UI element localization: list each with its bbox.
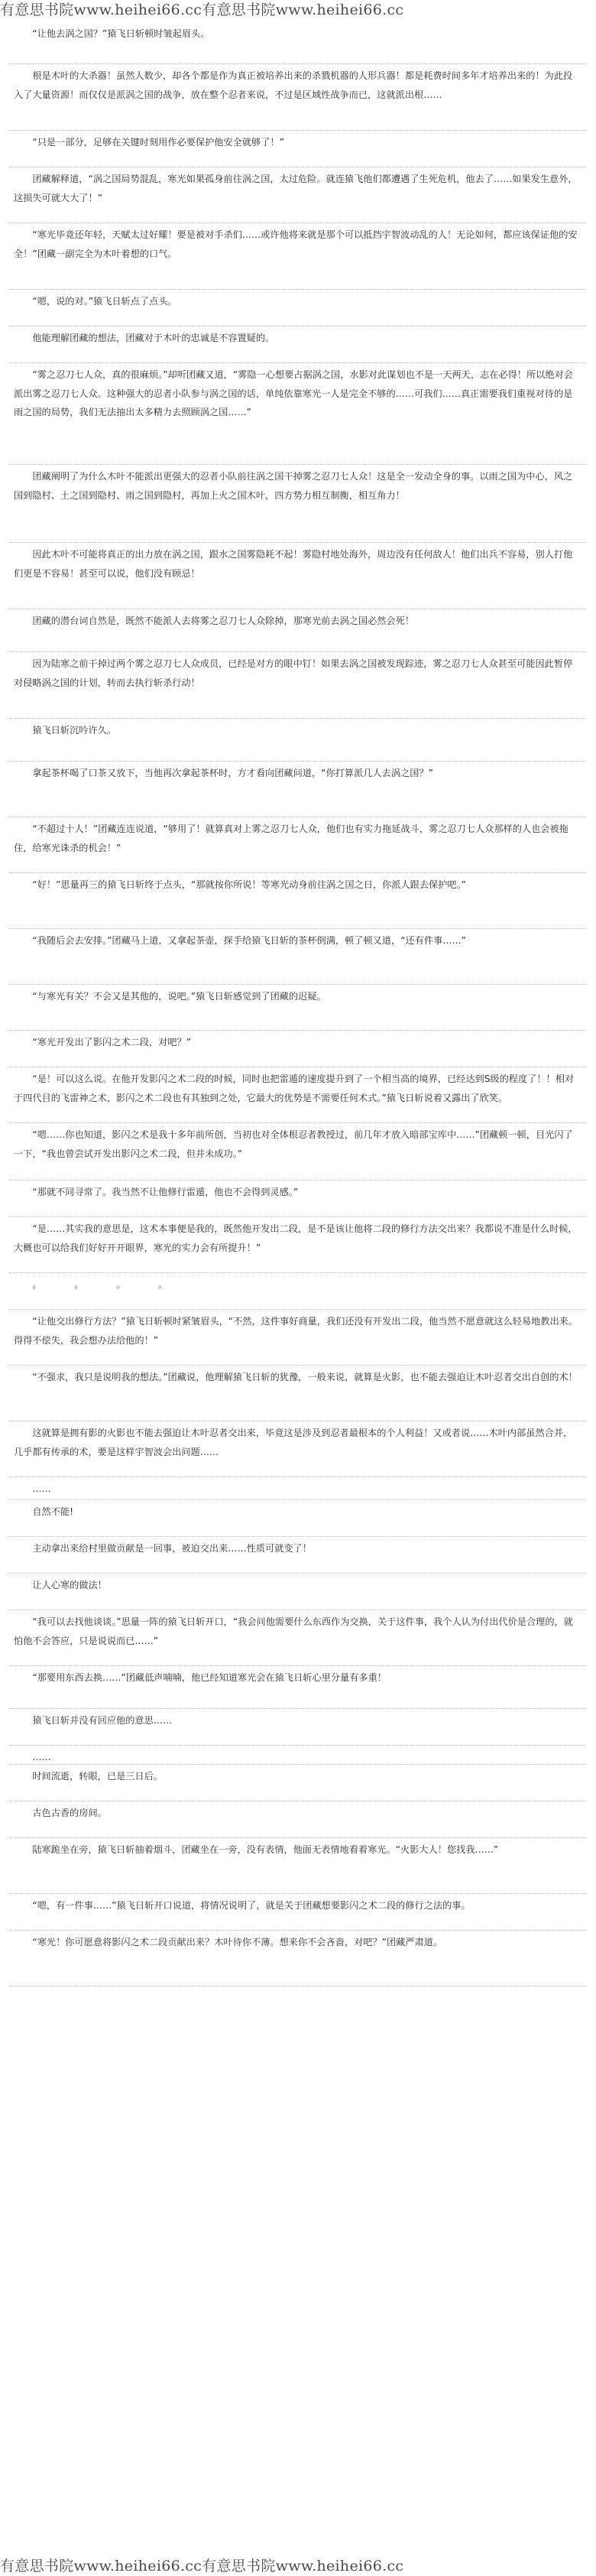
paragraph-text: “嗯，说的对。”猿飞日斩点了点头。 <box>14 296 177 307</box>
paragraph <box>0 226 596 292</box>
paragraph-divider <box>9 1764 587 1765</box>
paragraph <box>0 931 596 987</box>
paragraph-divider <box>9 1180 587 1181</box>
paragraph-text: “与寒光有关？不会又是其他的，说吧。”猿飞日斩感觉到了团藏的迟疑。 <box>14 991 326 1002</box>
paragraph-divider <box>9 1272 587 1273</box>
paragraph-text: “雾之忍刀七人众，真的很麻烦。”却听团藏又道，“雾隐一心想要占据涡之国，水影对此谋划也不是一天两天，志在必得！所以绝对会派出雾之忍刀七人众。这种强大的忍者小队参与涡之国的话，单纯依靠寒光一人是完全不够的……可我们……真正需要我们重视对待的是雨之国的局势，我们无法抽出太多精力去照顾涡之国……” <box>14 369 573 417</box>
paragraph-text: 。 。 。 。 <box>14 1279 168 1290</box>
paragraph-divider <box>9 1476 587 1477</box>
paragraph <box>0 1840 596 1896</box>
paragraph-text: 古色古香的房间。 <box>14 1808 107 1818</box>
paragraph <box>0 1502 596 1539</box>
paragraph-divider <box>9 464 587 465</box>
paragraph <box>0 1613 596 1668</box>
paragraph-text: “让他去涡之国？”猿飞日斩顿时皱起眉头。 <box>14 28 210 39</box>
paragraph <box>0 1033 596 1070</box>
paragraph <box>0 1126 596 1183</box>
paragraph-text: 猿飞日斩并没有回应他的意思…… <box>14 1715 173 1726</box>
paragraph-divider <box>9 1745 587 1746</box>
paragraph <box>0 292 596 329</box>
paragraph-divider <box>9 63 587 64</box>
paragraph-text: “只是一部分，足够在关键时刻用作必要保护他安全就够了！” <box>14 137 284 148</box>
paragraph-divider <box>9 1930 587 1931</box>
paragraph-divider <box>9 1536 587 1537</box>
paragraph <box>0 1312 596 1368</box>
paragraph <box>0 1711 596 1748</box>
paragraph <box>0 1183 596 1220</box>
paragraph-divider <box>9 289 587 290</box>
paragraph-divider <box>9 1309 587 1310</box>
paragraph-text: 团藏的潜台词自然是，既然不能派人去将雾之忍刀七人众除掉，那寒光前去涡之国必然会死！ <box>14 616 415 626</box>
paragraph-divider <box>9 542 587 543</box>
paragraph-text: 这就算是拥有影的火影也不能去强迫让木叶忍者交出来，毕竟这是涉及到忍者最根本的个人利益！又或者说……木叶内部虽然合并，几乎都有传承的术，要是这样宇智波会出问题…… <box>14 1428 573 1457</box>
paragraph <box>0 1539 596 1576</box>
paragraph-divider <box>9 130 587 131</box>
paragraph <box>0 1220 596 1275</box>
paragraph-text: “不超过十人！”团藏连连说道，“够用了！就算真对上雾之忍刀七人众，他们也有实力拖延战斗，雾之忍刀七人众那样的人也会被拖住，给寒光诛杀的机会！” <box>14 823 568 853</box>
paragraph-divider <box>9 718 587 719</box>
paragraph <box>0 820 596 875</box>
paragraph-divider <box>9 984 587 985</box>
paragraph-divider <box>9 1837 587 1838</box>
paragraph-text: “寒光！你可愿意将影闪之术二段贡献出来？木叶待你不薄。想来你不会吝啬，对吧？”团藏严肃道。 <box>14 1937 443 1947</box>
paragraph-text: “我可以去找他谈谈。”思量一阵的猿飞日斩开口，“我会问他需要什么东西作为交换，关于这件事，我个人认为付出代价是合理的，就怕他不会答应，只是说说而已……” <box>14 1616 573 1646</box>
paragraph-text: “那要用东西去换……”团藏低声喃喃，他已经知道寒光会在猿飞日斩心里分量有多重！ <box>14 1672 387 1683</box>
paragraph <box>0 612 596 655</box>
paragraph-text: “好！”思量再三的猿飞日斩终于点头，“那就按你所说！等寒光动身前往涡之国之日，你派人跟去保护吧。” <box>14 879 466 890</box>
paragraph <box>0 24 596 67</box>
paragraph-text: …… <box>14 1752 51 1762</box>
paragraph-text: 猿飞日斩沉吟许久。 <box>14 725 117 736</box>
paragraph-text: 主动拿出来给村里做贡献是一回事，被迫交出来……性质可就变了！ <box>14 1543 312 1554</box>
paragraph-divider <box>9 1122 587 1123</box>
paragraph-text: 团藏阐明了为什么木叶不能派出更强大的忍者小队前往涡之国干掉雾之忍刀七人众！这是全一发动全身的事。以雨之国为中心，风之国到隐村、土之国到隐村、雨之国到隐村，再加上火之国木叶，四方势力相互制衡，相互角力！ <box>14 471 573 501</box>
paragraph <box>0 655 596 721</box>
paragraph-text: 陆寒跪坐在旁，猿飞日斩抽着烟斗，团藏坐在一旁，没有表情，他面无表情地看着寒光。“火影大人！您找我……” <box>14 1844 499 1855</box>
paragraph <box>0 1424 596 1480</box>
paragraph-text: 团藏解释道，“涡之国局势混乱，寒光如果孤身前往涡之国，太过危险。就连猿飞他们都遭遇了生死危机，他去了……如果发生意外，这损失可就大大了！” <box>14 174 578 203</box>
paragraph <box>0 1576 596 1613</box>
paragraph-text: 自然不能! <box>14 1506 74 1517</box>
paragraph <box>0 67 596 133</box>
paragraph-divider <box>9 362 587 363</box>
paragraph <box>0 467 596 545</box>
paragraph-text: “那就不同寻常了。我当然不让他修行雷遁，他也不会得到灵感。” <box>14 1187 299 1197</box>
paragraph-text: “嗯，有一件事……”猿飞日斩开口说道，将情况说明了，就是关于团藏想要影闪之术二段的修行之法的事。 <box>14 1900 471 1911</box>
paragraph-text: 因此木叶不可能将真正的出力放在涡之国，跟水之国雾隐耗不起！雾隐村地处海外，周边没有任何敌人！他们出兵不容易，别人打他们更是不容易！甚至可以说，他们没有顾忌！ <box>14 549 573 579</box>
paragraph <box>0 329 596 365</box>
paragraph-text: “是！可以这么说。在他开发影闪之术二段的时候，同时也把雷遁的速度提升到了一个相当高的境界，已经达到S级的程度了！！相对于四代目的飞雷神之术，影闪之术二段也有其独到之处，它最大的优势是不需要任何术式。”猿飞日斩说着又露出了欣笑。 <box>14 1074 575 1103</box>
paragraph <box>0 1804 596 1840</box>
paragraph-text: “嗯……你也知道，影闪之术是我十多年前所创，当初也对全体根忍者教授过，前几年才放入暗部宝库中……”团藏顿一顿，目光闪了一下，“我也曾尝试开发出影闪之术二段，但并未成功。” <box>14 1129 573 1159</box>
paragraph-divider <box>9 928 587 929</box>
paragraph-divider <box>9 1665 587 1666</box>
paragraph-text: 他能理解团藏的想法，团藏对于木叶的忠诚是不容置疑的。 <box>14 333 275 343</box>
paragraph-text: “让他交出修行方法？”猿飞日斩顿时紧皱眉头，“不然，这件事好商量，我们还没有开发出二段，他当然不愿意就这么轻易地教出来。得得不偿失，我会想办法给他的！” <box>14 1316 578 1346</box>
paragraph-divider <box>9 651 587 652</box>
watermark-bottom: 有意思书院www.heihei66.cc有意思书院www.heihei66.cc <box>0 2558 404 2574</box>
paragraph <box>0 1275 596 1312</box>
paragraph-text: 拿起茶杯喝了口茶又放下，当他再次拿起茶杯时，方才看向团藏问道，“你打算派几人去涡之国？” <box>14 768 433 778</box>
paragraph-divider <box>9 1893 587 1894</box>
paragraph <box>0 133 596 170</box>
paragraph-text: “寒光毕竟还年轻，天赋太过好耀！要是被对手杀们……或许他将来就是那个可以抵挡宇智波动乱的人！无论如何，都应该保证他的安全！”团藏一副完全为木叶着想的口气。 <box>14 229 578 259</box>
paragraph <box>0 764 596 820</box>
paragraph-divider <box>9 1708 587 1709</box>
paragraph <box>0 1896 596 1933</box>
paragraph <box>0 1668 596 1711</box>
paragraph-text: “寒光开发出了影闪之术二段，对吧？” <box>14 1037 192 1048</box>
paragraph-text: “不强求，我只是说明我的想法。”团藏说，他理解猿飞日斩的犹豫，一般来说，就算是火影，也不能去强迫让木叶忍者交出自创的术！ <box>14 1372 578 1382</box>
paragraph <box>0 1933 596 1989</box>
paragraph <box>0 170 596 226</box>
paragraph-text: “我随后会去安排。”团藏马上道，又拿起茶壶，探手给猿飞日斩的茶杯倒满，顿了顿又道，“还有件事……” <box>14 935 466 946</box>
paragraph <box>0 1070 596 1126</box>
paragraph <box>0 365 596 467</box>
paragraph-divider <box>9 872 587 873</box>
watermark-top: 有意思书院www.heihei66.cc有意思书院www.heihei66.cc <box>0 2 404 18</box>
paragraph-text: 让人心寒的做法！ <box>14 1580 107 1590</box>
paragraph <box>0 1368 596 1424</box>
paragraph <box>0 875 596 931</box>
paragraph-divider <box>9 1573 587 1574</box>
paragraph-text: 因为陆寒之前干掉过两个雾之忍刀七人众成员，已经是对方的眼中钉！如果去涡之国被发现踪迹，雾之忍刀七人众甚至可能因此暂停对侵略涡之国的计划，转而去执行斩杀行动！ <box>14 658 573 688</box>
paragraph-divider <box>9 1030 587 1031</box>
chapter-text <box>0 24 596 2552</box>
paragraph-text: 时间流逝，转眼，已是三日后。 <box>14 1771 163 1782</box>
paragraph <box>0 1480 596 1502</box>
paragraph <box>0 1748 596 1767</box>
paragraph-divider <box>9 1499 587 1500</box>
paragraph-divider <box>9 1365 587 1366</box>
paragraph <box>0 1767 596 1804</box>
paragraph <box>0 545 596 612</box>
paragraph-divider <box>9 761 587 762</box>
paragraph-text: “是……其实我的意思是，这术本事便是我的，既然他开发出二段，是不是该让他将二段的修行方法交出来？我都说不准是什么时候，大概也可以给我们好好开开眼界，寒光的实力会有所提升！” <box>14 1223 578 1253</box>
paragraph-text: 根是木叶的大杀器！虽然人数少，却各个都是作为真正被培养出来的杀戮机器的人形兵器！都是耗费时间多年才培养出来的！为此投入了大量资源！而仅仅是派涡之国的战争，放在整个忍者来说，不过是区域性战争而已，这就派出根…… <box>14 70 573 100</box>
paragraph <box>0 721 596 764</box>
paragraph-text: …… <box>14 1483 51 1494</box>
paragraph <box>0 987 596 1033</box>
